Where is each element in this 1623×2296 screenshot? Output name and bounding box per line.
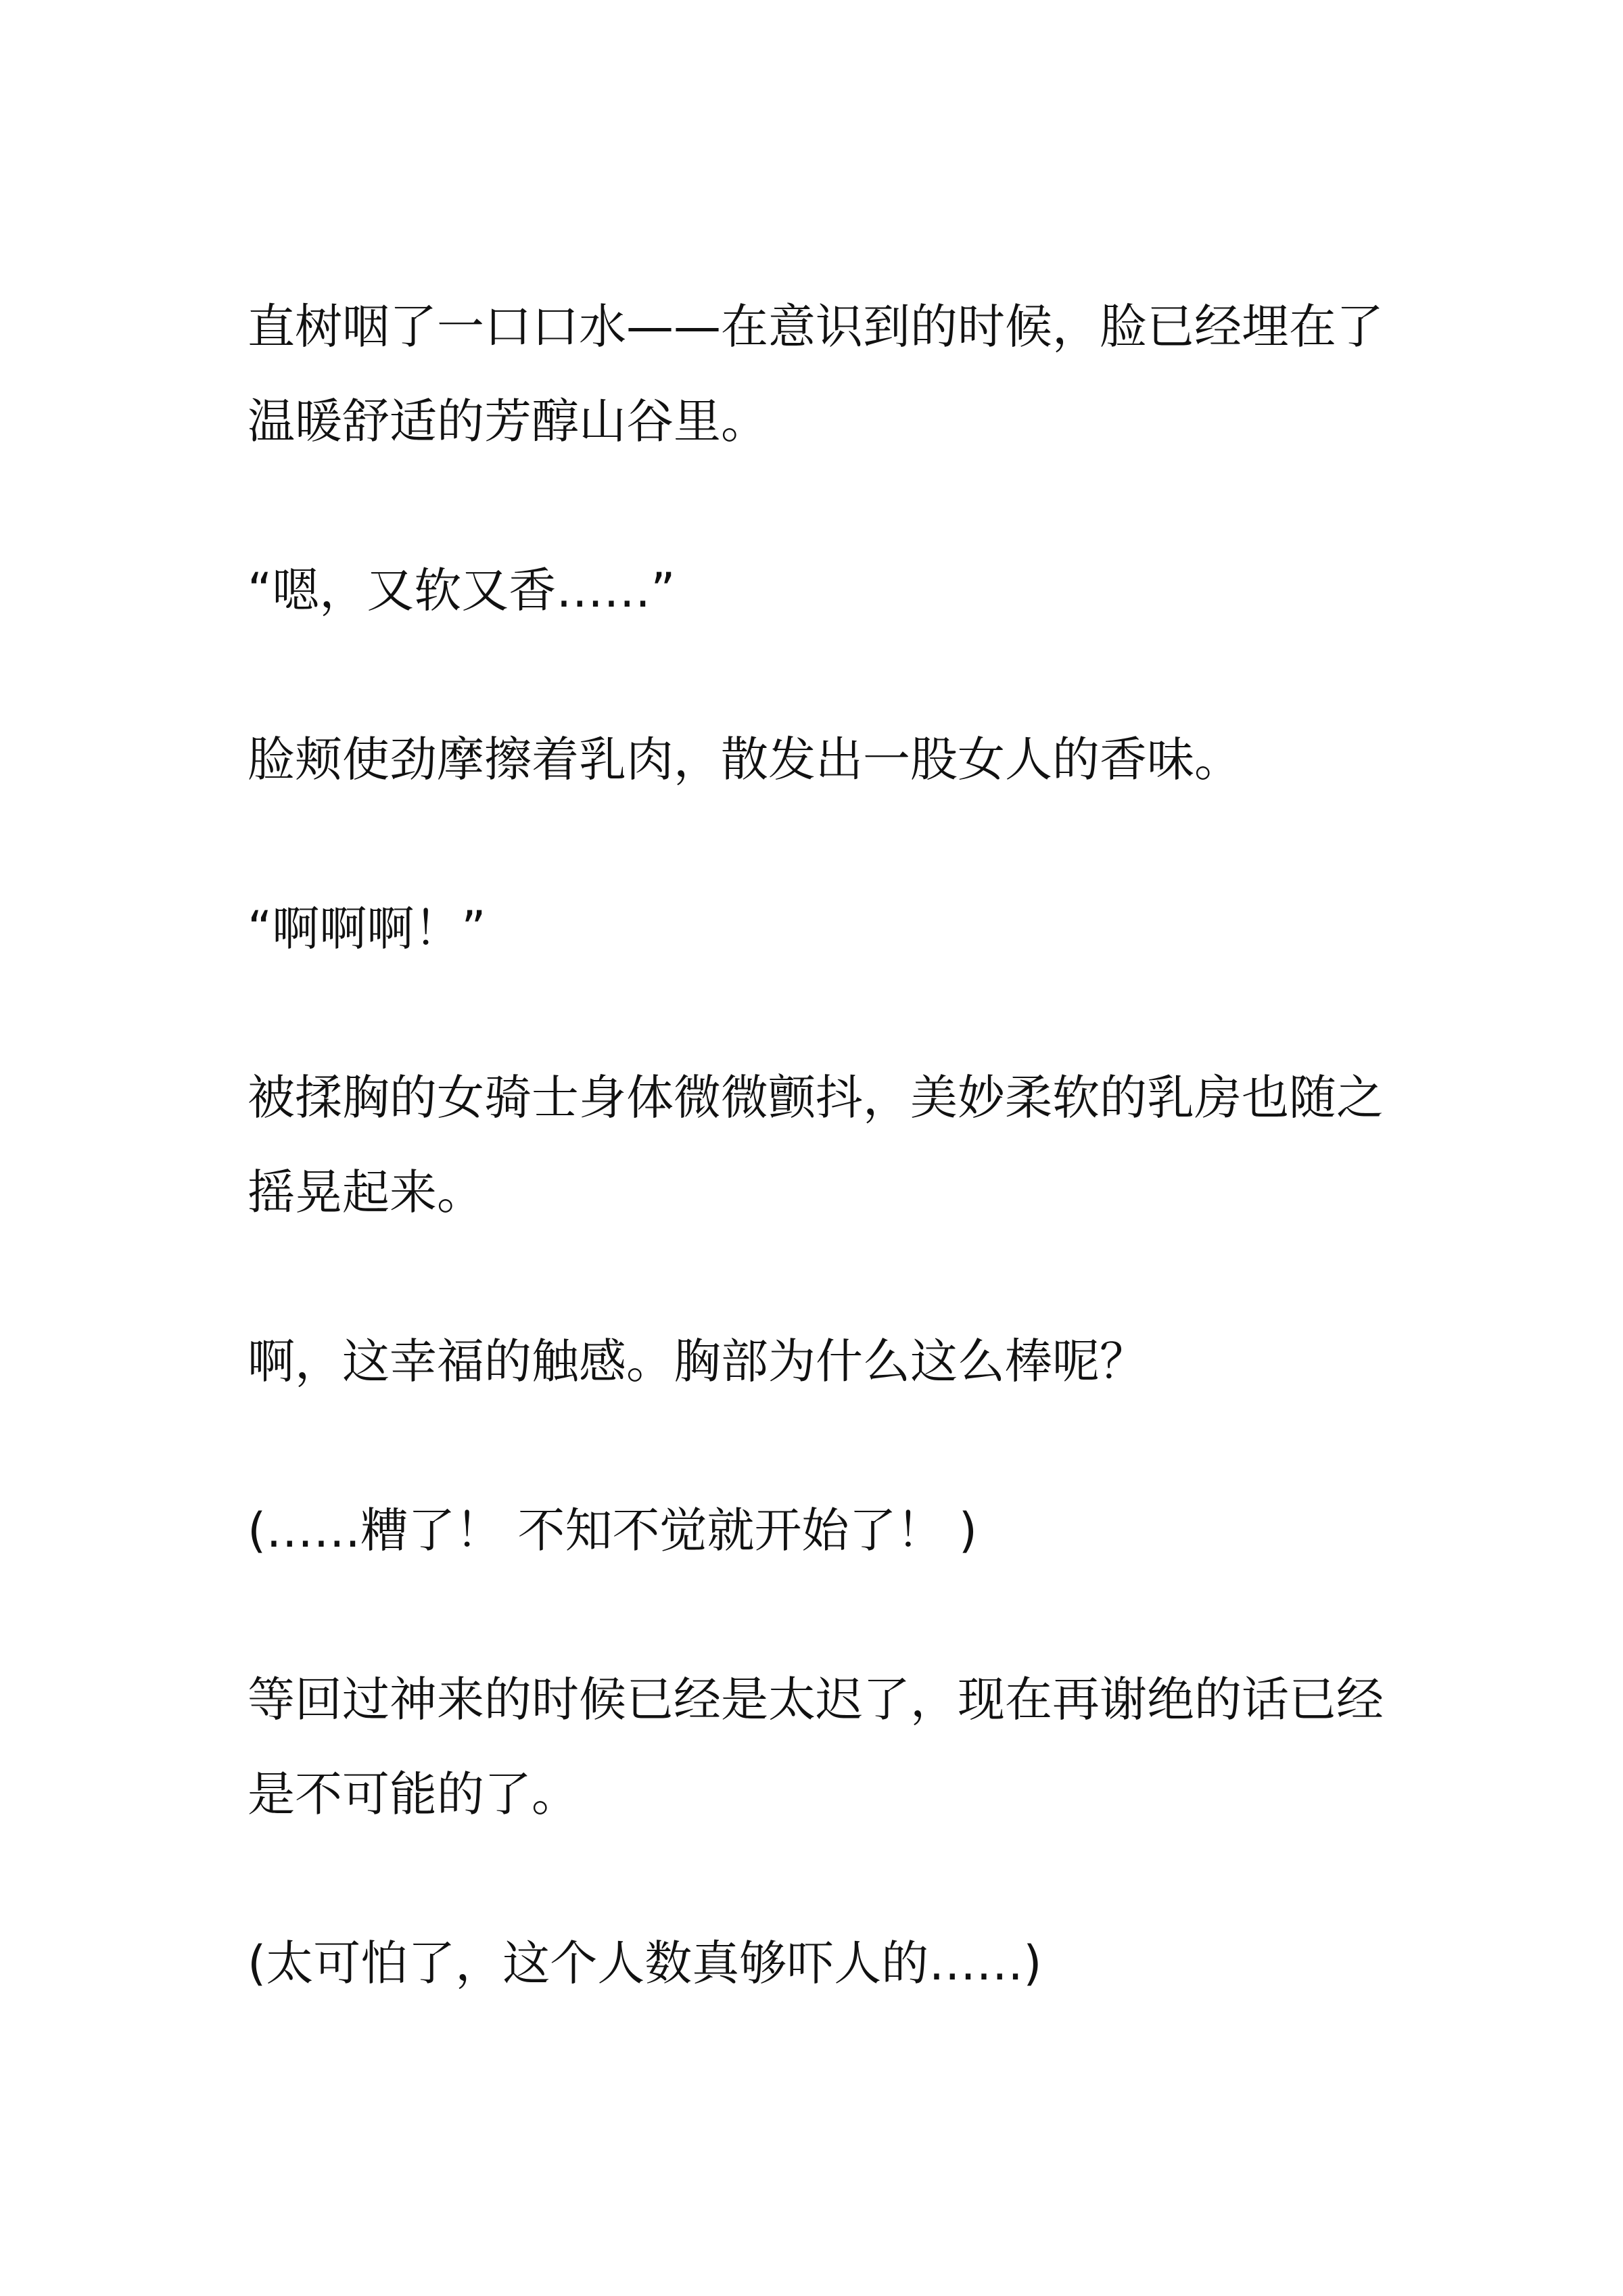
paragraph-5: 被揉胸的女骑士身体微微颤抖，美妙柔软的乳房也随之摇晃起来。 (248, 1070, 1384, 1220)
paragraph-2: “嗯，又软又香……” (248, 563, 676, 618)
paragraph-1: 直树咽了一口口水——在意识到的时候，脸已经埋在了温暖舒适的芳醇山谷里。 (248, 299, 1384, 449)
paragraph-8: 等回过神来的时候已经是太迟了，现在再谢绝的话已经是不可能的了。 (248, 1672, 1384, 1822)
paragraph-4: “啊啊啊！” (248, 901, 486, 956)
paragraph-7: (……糟了！ 不知不觉就开始了！ ) (248, 1503, 978, 1558)
paragraph-3: 脸颊使劲摩擦着乳肉，散发出一股女人的香味。 (248, 732, 1242, 787)
paragraph-9: (太可怕了，这个人数真够吓人的……) (248, 1936, 1042, 1991)
paragraph-6: 啊，这幸福的触感。胸部为什么这么棒呢？ (248, 1334, 1147, 1389)
